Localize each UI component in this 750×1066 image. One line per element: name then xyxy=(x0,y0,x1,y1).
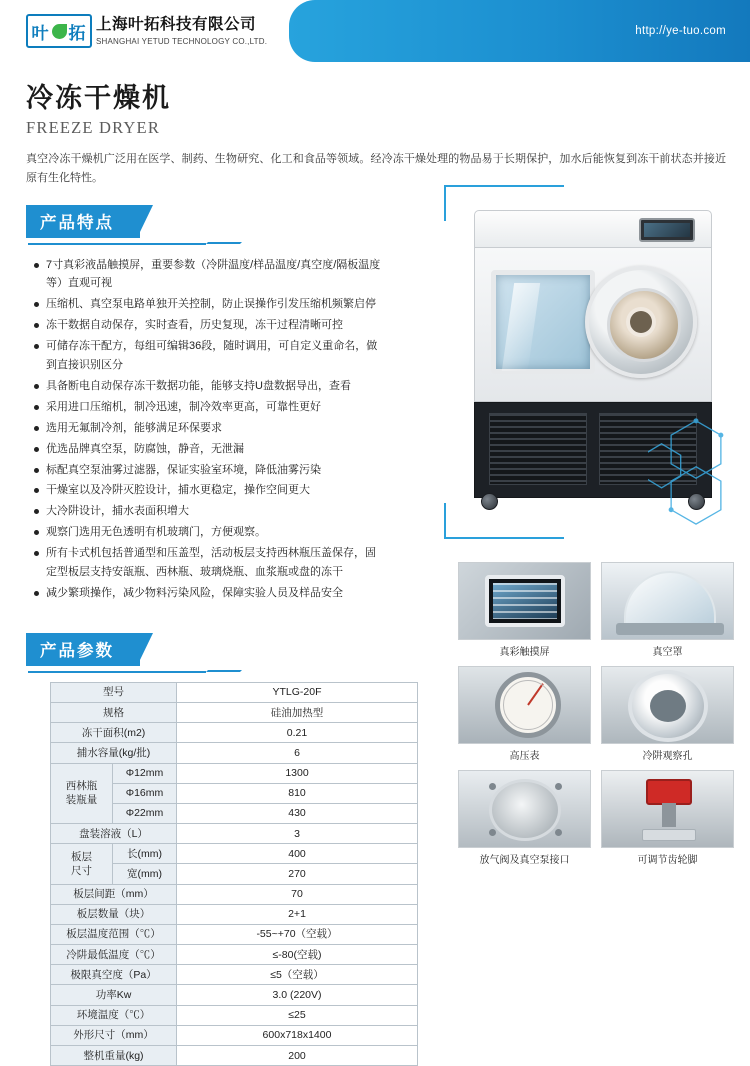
machine-top-panel xyxy=(474,210,712,248)
table-row xyxy=(51,1005,418,1025)
valve-art-icon xyxy=(459,771,590,847)
specification-table xyxy=(50,682,418,1066)
photo-adjustable-foot xyxy=(601,770,734,848)
list-item: 选用无氟制冷剂，能够满足环保要求 xyxy=(34,419,386,438)
table-row xyxy=(51,824,418,844)
table-row xyxy=(51,985,418,1005)
table-row xyxy=(51,723,418,743)
photo-caption: 可调节齿轮脚 xyxy=(637,855,698,866)
company-name-en: SHANGHAI YETUD TECHNOLOGY CO.,LTD. xyxy=(96,36,268,46)
logo-icon xyxy=(26,14,92,48)
spec-value: 硅油加热型 xyxy=(177,703,418,723)
spec-label: 极限真空度（Pa） xyxy=(51,965,177,985)
list-item: 可储存冻干配方，每组可编辑36段，随时调用，可自定义重命名，做到直接识别区分 xyxy=(34,337,386,375)
spec-value: 3.0 (220V) xyxy=(177,985,418,1005)
spec-label: 外形尺寸（mm） xyxy=(51,1025,177,1045)
detail-photo-item xyxy=(601,770,734,866)
table-row xyxy=(51,1025,418,1045)
photo-touchscreen xyxy=(458,562,591,640)
spec-value: 810 xyxy=(177,783,418,803)
spec-label: 冷阱最低温度（℃） xyxy=(51,945,177,965)
spec-value: 200 xyxy=(177,1046,418,1066)
spec-label: 盘装溶液（L） xyxy=(51,824,177,844)
page-header xyxy=(0,0,750,62)
shelf-label-line2: 尺寸 xyxy=(71,864,92,877)
spec-sublabel: Φ16mm xyxy=(113,783,177,803)
table-row xyxy=(51,763,418,783)
photo-caption: 真空罩 xyxy=(652,647,683,658)
detail-photo-item xyxy=(601,666,734,762)
list-item: 干燥室以及冷阱灭腔设计，捕水更稳定，操作空间更大 xyxy=(34,481,386,500)
spec-label: 板层间距（mm） xyxy=(51,884,177,904)
spec-label: 冻干面积(m2) xyxy=(51,723,177,743)
website-link[interactable]: http://ye-tuo.com xyxy=(635,25,726,37)
spec-label: 板层温度范围（℃） xyxy=(51,924,177,944)
touchscreen-icon xyxy=(639,218,695,242)
list-item: 具备断电自动保存冻干数据功能，能够支持U盘数据导出，查看 xyxy=(34,377,386,396)
vial-label-line1: 西林瓶 xyxy=(65,780,98,793)
hexagon-decoration-icon xyxy=(648,417,744,527)
list-item: 所有卡式机包括普通型和压盖型，活动板层支持西林瓶压盖保存，固定型板层支持安瓿瓶、西林瓶、玻璃烧瓶、血浆瓶或盘的冻干 xyxy=(34,544,386,582)
spec-value: ≤-80(空载) xyxy=(177,945,418,965)
page-subtitle: FREEZE DRYER xyxy=(26,118,161,137)
drying-chamber-door xyxy=(491,270,595,374)
leaf-icon xyxy=(52,24,67,39)
spec-label: 板层数量（块） xyxy=(51,904,177,924)
photo-caption: 放气阀及真空泵接口 xyxy=(479,855,570,866)
list-item: 优选品牌真空泵，防腐蚀，静音，无泄漏 xyxy=(34,440,386,459)
spec-value: 2+1 xyxy=(177,904,418,924)
list-item: 标配真空泵油雾过滤器，保证实验室环境，降低油雾污染 xyxy=(34,461,386,480)
detail-photo-item xyxy=(601,562,734,658)
spec-sublabel: Φ12mm xyxy=(113,763,177,783)
caster-wheel-left-icon xyxy=(481,493,498,510)
list-item: 观察门选用无色透明有机玻璃门，方便观察。 xyxy=(34,523,386,542)
decor-line-top xyxy=(444,185,564,187)
spec-value: 430 xyxy=(177,803,418,823)
intro-paragraph: 真空冷冻干燥机广泛用在医学、制药、生物研究、化工和食品等领域。经冷冻干燥处理的物品易于长期保护，加水后能恢复到冻干前状态并接近原有生化特性。 xyxy=(26,153,726,185)
spec-sublabel: 宽(mm) xyxy=(113,864,177,884)
heading-underline xyxy=(28,243,206,245)
vial-label-line2: 装瓶量 xyxy=(65,794,98,807)
header-blue-bar xyxy=(289,0,750,62)
spec-group-label-shelf xyxy=(51,844,113,884)
company-name xyxy=(92,16,267,46)
decor-line-left xyxy=(444,185,446,221)
spec-value: 400 xyxy=(177,844,418,864)
photo-pressure-gauge xyxy=(458,666,591,744)
logo-char-tuo: 拓 xyxy=(68,23,87,43)
spec-sublabel: Φ22mm xyxy=(113,803,177,823)
machine-chamber-panel xyxy=(474,248,712,402)
decor-line-bottom xyxy=(444,537,564,539)
spec-value: 600x718x1400 xyxy=(177,1025,418,1045)
list-item: 采用进口压缩机，制冷迅速，制冷效率更高，可靠性更好 xyxy=(34,398,386,417)
title-block xyxy=(0,62,750,138)
list-item: 压缩机、真空泵电路单独开关控制，防止误操作引发压缩机频繁启停 xyxy=(34,295,386,314)
spec-value: ≤25 xyxy=(177,1005,418,1025)
spec-value: ≤5（空载） xyxy=(177,965,418,985)
spec-label: 规格 xyxy=(51,703,177,723)
shelf-label-line1: 板层 xyxy=(71,850,92,863)
touchscreen-art-icon xyxy=(459,563,590,639)
brand-logo xyxy=(0,0,279,62)
logo-char-ye: 叶 xyxy=(31,23,50,43)
table-row xyxy=(51,703,418,723)
params-heading-label: 产品参数 xyxy=(26,633,140,666)
photo-caption: 高压表 xyxy=(509,751,540,762)
list-item: 7寸真彩液晶触摸屏，重要参数（冷阱温度/样品温度/真空度/隔板温度等）直观可视 xyxy=(34,256,386,294)
detail-photo-item xyxy=(458,770,591,866)
table-row xyxy=(51,924,418,944)
features-heading-label: 产品特点 xyxy=(26,205,140,238)
cold-trap-port-art-icon xyxy=(602,667,733,743)
table-row xyxy=(51,884,418,904)
spec-label: 捕水容量(kg/批) xyxy=(51,743,177,763)
table-row xyxy=(51,743,418,763)
spec-value: 1300 xyxy=(177,763,418,783)
spec-label: 型号 xyxy=(51,682,177,702)
table-row xyxy=(51,945,418,965)
decor-line-left2 xyxy=(444,503,446,539)
detail-photo-grid xyxy=(458,562,734,866)
page-title: 冷冻干燥机 xyxy=(26,83,171,113)
photo-cold-trap-port xyxy=(601,666,734,744)
detail-photo-item xyxy=(458,562,591,658)
table-row xyxy=(51,844,418,864)
list-item: 减少繁琐操作，减少物料污染风险，保障实验人员及样品安全 xyxy=(34,584,386,603)
spec-value: YTLG-20F xyxy=(177,682,418,702)
pressure-gauge-art-icon xyxy=(459,667,590,743)
photo-caption: 真彩触摸屏 xyxy=(499,647,550,658)
spec-sublabel: 长(mm) xyxy=(113,844,177,864)
features-list xyxy=(0,256,386,603)
list-item: 冻干数据自动保存，实时查看，历史复现，冻干过程清晰可控 xyxy=(34,316,386,335)
adjustable-foot-art-icon xyxy=(602,771,733,847)
spec-value: 3 xyxy=(177,824,418,844)
spec-value: 270 xyxy=(177,864,418,884)
vacuum-hood-art-icon xyxy=(602,563,733,639)
vent-grille-left-icon xyxy=(489,413,587,485)
cold-trap-door xyxy=(585,266,697,378)
spec-label: 环境温度（℃） xyxy=(51,1005,177,1025)
spec-label: 整机重量(kg) xyxy=(51,1046,177,1066)
spec-label: 功率Kw xyxy=(51,985,177,1005)
company-name-cn: 上海叶拓科技有限公司 xyxy=(96,16,257,33)
spec-value: -55~+70（空载） xyxy=(177,924,418,944)
photo-valve-port xyxy=(458,770,591,848)
list-item: 大冷阱设计，捕水表面积增大 xyxy=(34,502,386,521)
features-section-heading xyxy=(26,205,140,238)
photo-caption: 冷阱观察孔 xyxy=(642,751,693,762)
product-photo-main xyxy=(420,185,750,545)
spec-value: 70 xyxy=(177,884,418,904)
params-section-heading xyxy=(26,633,140,666)
photo-vacuum-hood xyxy=(601,562,734,640)
spec-group-label-vial xyxy=(51,763,113,824)
spec-value: 6 xyxy=(177,743,418,763)
detail-photo-item xyxy=(458,666,591,762)
table-row xyxy=(51,904,418,924)
heading-underline-2 xyxy=(28,671,206,673)
table-row xyxy=(51,965,418,985)
table-row xyxy=(51,1046,418,1066)
spec-value: 0.21 xyxy=(177,723,418,743)
table-row xyxy=(51,682,418,702)
